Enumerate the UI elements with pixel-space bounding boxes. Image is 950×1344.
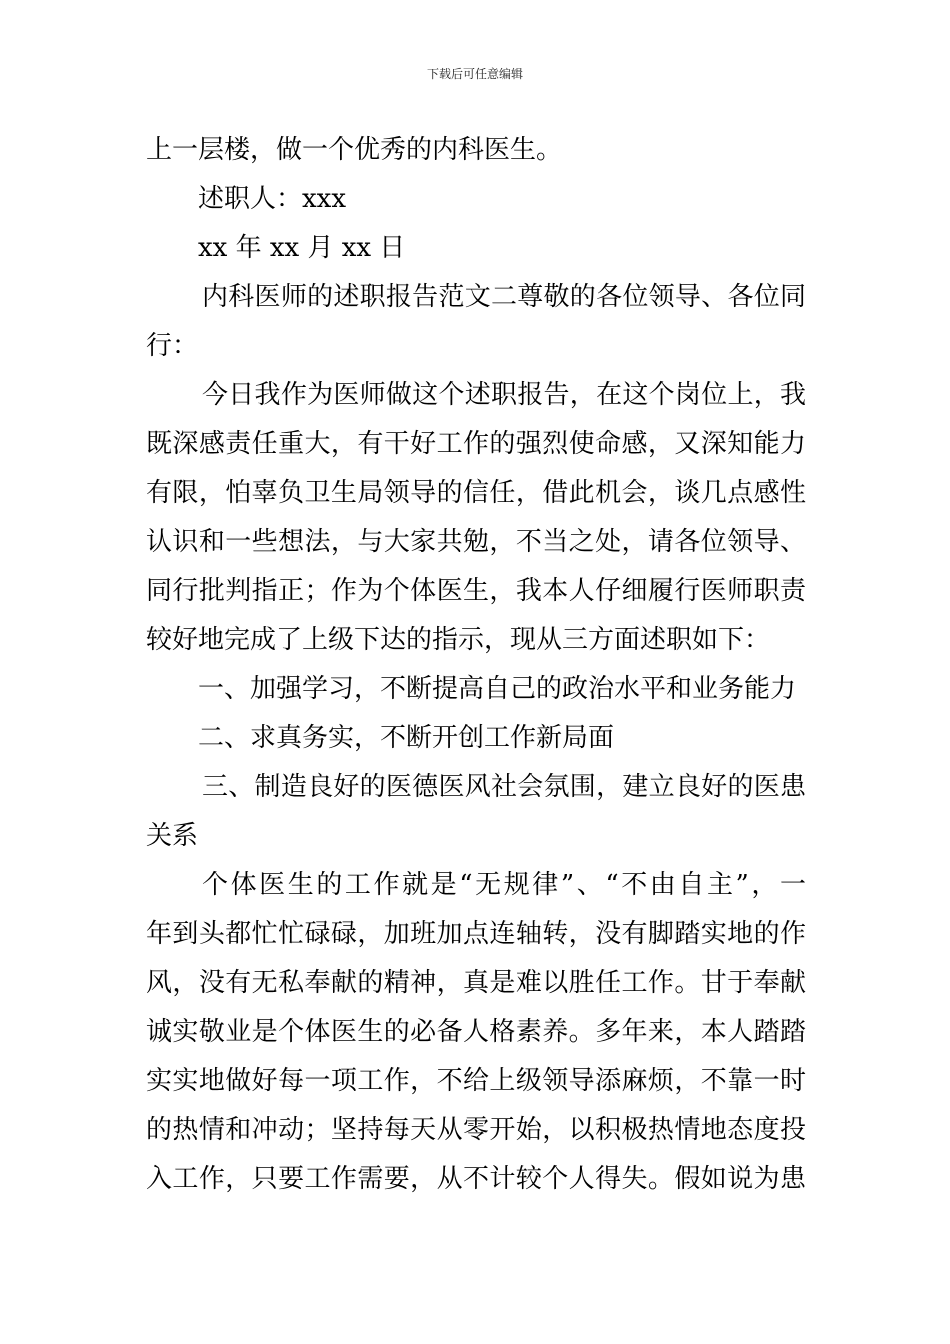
- paragraph-line: 有限，怕辜负卫生局领导的信任，借此机会，谈几点感性: [146, 478, 806, 508]
- paragraph-line: 内科医师的述职报告范文二尊敬的各位领导、各位同: [202, 282, 806, 312]
- section-heading-1: 一、加强学习，不断提高自己的政治水平和业务能力: [198, 674, 797, 704]
- page-header: 下载后可任意编辑: [426, 67, 523, 81]
- paragraph-line: 入工作，只要工作需要，从不计较个人得失。假如说为患: [146, 1164, 806, 1194]
- paragraph-line: 风，没有无私奉献的精神，真是难以胜任工作。甘于奉献: [146, 968, 806, 998]
- paragraph-line: 实实地做好每一项工作，不给上级领导添麻烦，不靠一时: [146, 1066, 806, 1096]
- paragraph-line: 较好地完成了上级下达的指示，现从三方面述职如下：: [146, 625, 771, 655]
- paragraph-line: 既深感责任重大，有干好工作的强烈使命感，又深知能力: [146, 429, 806, 459]
- signature-line: 述职人：xxx: [198, 184, 346, 214]
- paragraph-line: 认识和一些想法，与大家共勉，不当之处，请各位领导、: [146, 527, 806, 557]
- paragraph-line: 个体医生的工作就是“无规律”、“不由自主”，一: [202, 870, 806, 900]
- paragraph-line: 行：: [146, 331, 199, 361]
- paragraph-line: 同行批判指正；作为个体医生，我本人仔细履行医师职责: [146, 576, 806, 606]
- date-line: xx 年 xx 月 xx 日: [198, 233, 406, 263]
- paragraph-line: 年到头都忙忙碌碌，加班加点连轴转，没有脚踏实地的作: [146, 919, 806, 949]
- text-line: 上一层楼，做一个优秀的内科医生。: [146, 135, 563, 165]
- paragraph-line: 诚实敬业是个体医生的必备人格素养。多年来，本人踏踏: [146, 1017, 806, 1047]
- section-heading-2: 二、求真务实，不断开创工作新局面: [198, 723, 615, 753]
- paragraph-line: 关系: [146, 821, 199, 851]
- paragraph-line: 的热情和冲动；坚持每天从零开始，以积极热情地态度投: [146, 1115, 806, 1145]
- section-heading-3: 三、制造良好的医德医风社会氛围，建立良好的医患: [202, 772, 806, 802]
- paragraph-line: 今日我作为医师做这个述职报告，在这个岗位上，我: [202, 380, 806, 410]
- document-body: [146, 126, 806, 1204]
